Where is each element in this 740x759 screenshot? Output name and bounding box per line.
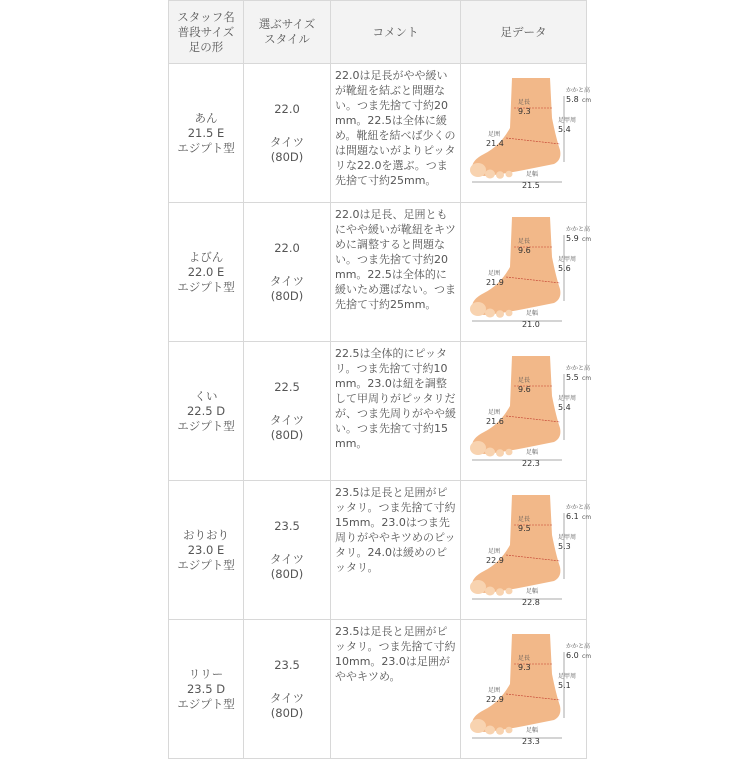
toe-shape xyxy=(485,309,495,318)
style: タイツ xyxy=(269,551,305,566)
staff-name: くい xyxy=(194,388,218,403)
toe-shape xyxy=(485,587,495,596)
header-staff-name: スタッフ名 xyxy=(177,9,235,24)
style: タイツ xyxy=(269,690,305,705)
toe-shape xyxy=(505,310,512,317)
foot-illustration xyxy=(464,356,591,468)
girth-label: 足囲 xyxy=(487,409,500,416)
header-usual-size: 普段サイズ xyxy=(177,24,235,39)
header-chosen-size: 選ぶサイズ xyxy=(258,17,316,31)
leg-shape xyxy=(472,634,560,732)
size-cell xyxy=(244,342,331,481)
length-value: 9.5 xyxy=(517,524,531,533)
girth-label: 足囲 xyxy=(487,687,500,694)
toe-shape xyxy=(470,441,486,455)
toe-shape xyxy=(505,727,512,734)
foot-illustration xyxy=(464,78,591,190)
foot-data-cell xyxy=(461,620,591,759)
table-header-row xyxy=(169,1,587,64)
chosen-size: 22.0 xyxy=(274,240,300,255)
staff-cell xyxy=(169,203,244,342)
height-value: 5.9 xyxy=(565,234,579,243)
toe-shape xyxy=(505,171,512,178)
height-label: かかと高 xyxy=(565,504,590,511)
table-row xyxy=(169,203,587,342)
instep-label: 足甲周 xyxy=(557,673,576,680)
usual-size: 22.0 E xyxy=(187,264,225,279)
header-staff xyxy=(169,1,244,64)
girth-value: 22.9 xyxy=(485,695,504,704)
leg-shape xyxy=(472,356,560,454)
table-row xyxy=(169,481,587,620)
style: タイツ xyxy=(269,273,305,288)
usual-size: 23.0 E xyxy=(187,542,225,557)
width-label: 足幅 xyxy=(525,171,538,178)
chosen-size: 23.5 xyxy=(274,518,300,533)
comment-text: 23.5は足長と足囲がピッタリ。つま先捨て寸約15mm。23.0はつま先周りがややキツめのピッタリ。24.0は緩めのピッタリ。 xyxy=(335,486,456,574)
height-unit: cm xyxy=(581,514,591,521)
comment-cell xyxy=(331,203,461,342)
staff-name: リリー xyxy=(188,666,224,681)
width-label: 足幅 xyxy=(525,727,538,734)
instep-label: 足甲周 xyxy=(557,256,576,263)
length-value: 9.3 xyxy=(517,663,531,672)
header-foot-shape: 足の形 xyxy=(188,39,224,54)
girth-value: 22.9 xyxy=(485,556,504,565)
toe-shape xyxy=(505,449,512,456)
header-style: スタイル xyxy=(264,32,310,46)
header-size xyxy=(244,1,331,64)
denier: (80D) xyxy=(270,427,304,442)
table-row xyxy=(169,620,587,759)
staff-cell xyxy=(169,342,244,481)
length-value: 9.6 xyxy=(517,385,531,394)
staff-cell xyxy=(169,620,244,759)
height-value: 5.8 xyxy=(565,95,579,104)
height-label: かかと高 xyxy=(565,643,590,650)
foot-shape: エジプト型 xyxy=(177,696,235,711)
style: タイツ xyxy=(269,134,305,149)
foot-illustration xyxy=(464,634,591,746)
height-value: 6.1 xyxy=(565,512,579,521)
girth-value: 21.4 xyxy=(485,139,504,148)
foot-shape: エジプト型 xyxy=(177,140,235,155)
header-comment: コメント xyxy=(331,1,461,64)
height-unit: cm xyxy=(581,375,591,382)
foot-shape: エジプト型 xyxy=(177,557,235,572)
width-label: 足幅 xyxy=(525,588,538,595)
comment-text: 22.5は全体的にピッタリ。つま先捨て寸約10mm。23.0は紐を調整して甲周りがピッタリだが、つま先周りがやや緩い。つま先捨て寸約15mm。 xyxy=(335,347,456,450)
instep-value: 5.4 xyxy=(557,403,571,412)
length-label: 足長 xyxy=(517,238,530,245)
toe-shape xyxy=(496,727,504,735)
height-value: 5.5 xyxy=(565,373,579,382)
width-value: 21.5 xyxy=(521,181,540,190)
foot-illustration xyxy=(464,495,591,607)
height-label: かかと高 xyxy=(565,365,590,372)
foot-illustration xyxy=(464,217,591,329)
width-label: 足幅 xyxy=(525,449,538,456)
staff-cell xyxy=(169,64,244,203)
table-row xyxy=(169,342,587,481)
chosen-size: 22.5 xyxy=(274,379,300,394)
girth-label: 足囲 xyxy=(487,131,500,138)
instep-value: 5.4 xyxy=(557,125,571,134)
denier: (80D) xyxy=(270,149,304,164)
length-value: 9.3 xyxy=(517,107,531,116)
instep-label: 足甲周 xyxy=(557,117,576,124)
staff-name: あん xyxy=(194,110,218,125)
foot-shape: エジプト型 xyxy=(177,279,235,294)
toe-shape xyxy=(470,580,486,594)
staff-name: おりおり xyxy=(183,527,229,542)
girth-value: 21.9 xyxy=(485,278,504,287)
width-value: 22.3 xyxy=(521,459,540,468)
instep-value: 5.6 xyxy=(557,264,571,273)
foot-data-cell xyxy=(461,342,591,481)
length-label: 足長 xyxy=(517,655,530,662)
foot-data-cell xyxy=(461,203,591,342)
toe-shape xyxy=(470,163,486,177)
width-value: 23.3 xyxy=(521,737,540,746)
foot-data-cell xyxy=(461,64,591,203)
toe-shape xyxy=(470,302,486,316)
usual-size: 21.5 E xyxy=(187,125,225,140)
toe-shape xyxy=(496,588,504,596)
girth-label: 足囲 xyxy=(487,270,500,277)
length-label: 足長 xyxy=(517,516,530,523)
toe-shape xyxy=(496,449,504,457)
usual-size: 22.5 D xyxy=(186,403,226,418)
toe-shape xyxy=(485,170,495,179)
size-cell xyxy=(244,64,331,203)
foot-data-cell xyxy=(461,481,591,620)
toe-shape xyxy=(470,719,486,733)
toe-shape xyxy=(496,310,504,318)
comment-text: 23.5は足長と足囲がピッタリ。つま先捨て寸約10mm。23.0は足囲がややキツめ。 xyxy=(335,625,456,683)
instep-value: 5.3 xyxy=(557,542,571,551)
leg-shape xyxy=(472,495,560,593)
leg-shape xyxy=(472,217,560,315)
leg-shape xyxy=(472,78,560,176)
toe-shape xyxy=(496,171,504,179)
instep-value: 5.1 xyxy=(557,681,571,690)
instep-label: 足甲周 xyxy=(557,395,576,402)
chosen-size: 22.0 xyxy=(274,101,300,116)
instep-label: 足甲周 xyxy=(557,534,576,541)
style: タイツ xyxy=(269,412,305,427)
size-cell xyxy=(244,481,331,620)
usual-size: 23.5 D xyxy=(186,681,226,696)
length-label: 足長 xyxy=(517,377,530,384)
denier: (80D) xyxy=(270,705,304,720)
length-label: 足長 xyxy=(517,99,530,106)
toe-shape xyxy=(505,588,512,595)
comment-cell xyxy=(331,620,461,759)
header-foot-data: 足データ xyxy=(461,1,587,64)
staff-cell xyxy=(169,481,244,620)
size-cell xyxy=(244,620,331,759)
comment-cell xyxy=(331,64,461,203)
comment-text: 22.0は足長、足囲ともにやや緩いが靴紐をキツめに調整すると問題ない。つま先捨て寸約20mm。22.5は全体的に緩いため選ばない。つま先捨て寸約25mm。 xyxy=(335,208,456,311)
girth-label: 足囲 xyxy=(487,548,500,555)
width-label: 足幅 xyxy=(525,310,538,317)
width-value: 22.8 xyxy=(521,598,540,607)
chosen-size: 23.5 xyxy=(274,657,300,672)
comment-cell xyxy=(331,481,461,620)
size-cell xyxy=(244,203,331,342)
height-value: 6.0 xyxy=(565,651,579,660)
denier: (80D) xyxy=(270,288,304,303)
width-value: 21.0 xyxy=(521,320,540,329)
foot-shape: エジプト型 xyxy=(177,418,235,433)
height-unit: cm xyxy=(581,236,591,243)
staff-name: よびん xyxy=(188,249,224,264)
toe-shape xyxy=(485,448,495,457)
length-value: 9.6 xyxy=(517,246,531,255)
size-comparison-table xyxy=(168,0,591,759)
height-label: かかと高 xyxy=(565,226,590,233)
table-row xyxy=(169,64,587,203)
height-unit: cm xyxy=(581,97,591,104)
denier: (80D) xyxy=(270,566,304,581)
comment-cell xyxy=(331,342,461,481)
toe-shape xyxy=(485,726,495,735)
girth-value: 21.6 xyxy=(485,417,504,426)
comment-text: 22.0は足長がやや緩いが靴紐を結ぶと問題ない。つま先捨て寸約20mm。22.5は全体に緩め。靴紐を結べば少くのは問題ないがよりピッタリな22.0を選ぶ。つま先捨て寸約25mm。 xyxy=(335,69,456,187)
height-label: かかと高 xyxy=(565,87,590,94)
height-unit: cm xyxy=(581,653,591,660)
